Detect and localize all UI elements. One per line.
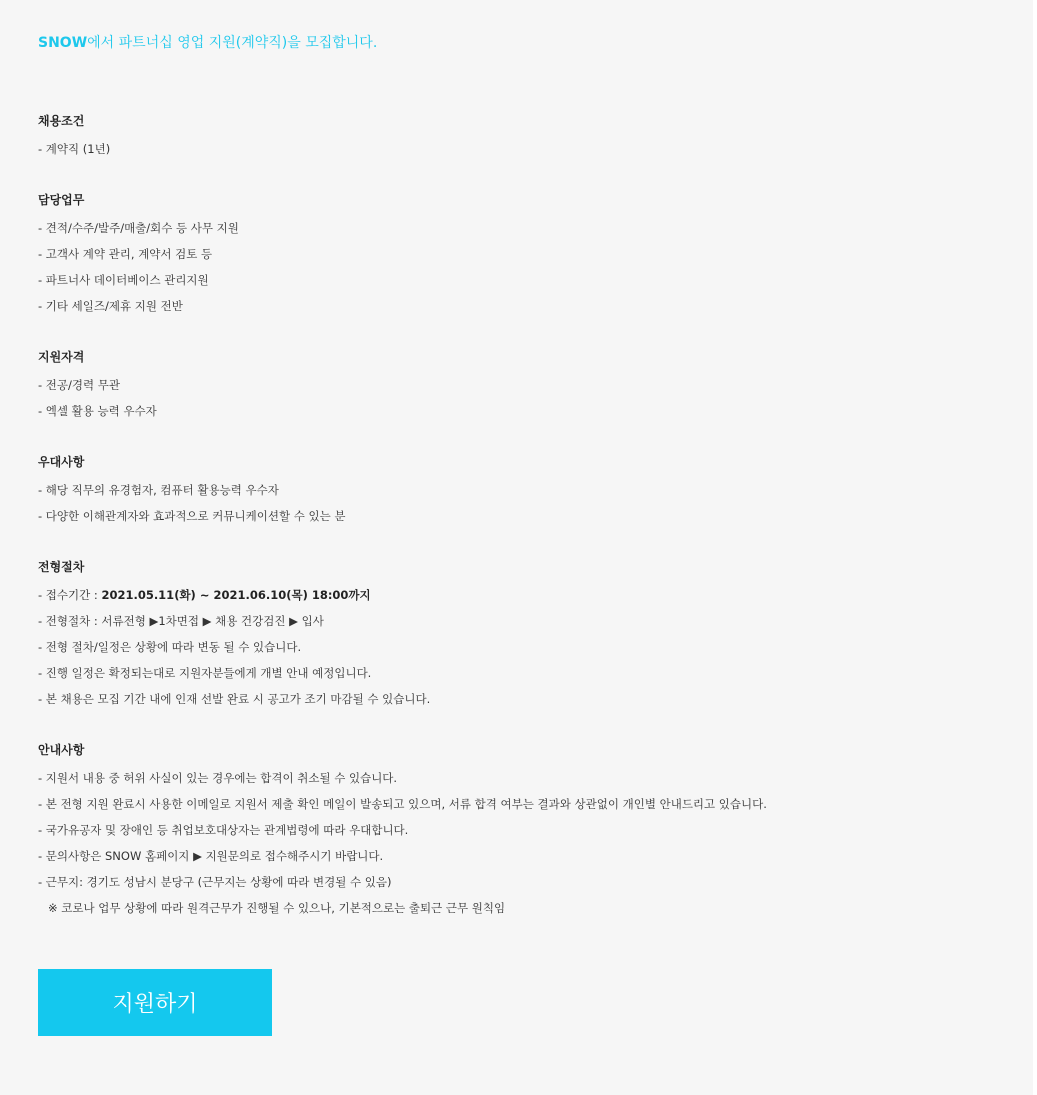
section-preferred xyxy=(38,451,998,529)
period-label: - 접수기간 : xyxy=(38,588,102,602)
list-item: - 기타 세일즈/제휴 지원 전반 xyxy=(38,299,183,313)
page-edge xyxy=(1033,0,1037,1095)
section-duties xyxy=(38,189,998,319)
list-item: - 본 채용은 모집 기간 내에 인재 선발 완료 시 공고가 조기 마감될 수 있습니다. xyxy=(38,692,431,706)
headline-brand: SNOW xyxy=(38,35,88,51)
list-item: - 본 전형 지원 완료시 사용한 이메일로 지원서 제출 확인 메일이 발송되고 있으며, 서류 합격 여부는 결과와 상관없이 개인별 안내드리고 있습니다. xyxy=(38,797,767,811)
section-qualifications xyxy=(38,346,998,424)
list-item: - 근무지: 경기도 성남시 분당구 (근무지는 상황에 따라 변경될 수 있음) xyxy=(38,875,392,889)
section-title: 전형절차 xyxy=(38,560,85,574)
list-item: - 견적/수주/발주/매출/회수 등 사무 지원 xyxy=(38,221,239,235)
posting-headline xyxy=(38,32,377,52)
list-item: - 파트너사 데이터베이스 관리지원 xyxy=(38,273,209,287)
posting-content xyxy=(38,110,998,948)
list-item: - 계약직 (1년) xyxy=(38,142,111,156)
list-item: - 해당 직무의 유경험자, 컴퓨터 활용능력 우수자 xyxy=(38,483,279,497)
list-item: - 진행 일정은 확정되는대로 지원자분들에게 개별 안내 예정입니다. xyxy=(38,666,372,680)
list-item: - 전형 절차/일정은 상황에 따라 변동 될 수 있습니다. xyxy=(38,640,302,654)
headline-text: 에서 파트너십 영업 지원(계약직)을 모집합니다. xyxy=(87,35,378,51)
list-item: - 전형절차 : 서류전형 ▶1차면접 ▶ 채용 건강검진 ▶ 입사 xyxy=(38,614,324,628)
section-title: 우대사항 xyxy=(38,455,85,469)
section-conditions xyxy=(38,110,998,162)
list-item: - 국가유공자 및 장애인 등 취업보호대상자는 관계법령에 따라 우대합니다. xyxy=(38,823,409,837)
section-title: 지원자격 xyxy=(38,350,85,364)
section-process xyxy=(38,556,998,712)
list-item-period xyxy=(38,582,998,608)
list-item: - 전공/경력 무관 xyxy=(38,378,120,392)
notice-note: ※ 코로나 업무 상황에 따라 원격근무가 진행될 수 있으나, 기본적으로는 출퇴근 근무 원칙임 xyxy=(48,901,506,915)
section-title: 안내사항 xyxy=(38,743,85,757)
list-item: - 엑셀 활용 능력 우수자 xyxy=(38,404,157,418)
period-value: 2021.05.11(화) ~ 2021.06.10(목) 18:00까지 xyxy=(101,588,371,602)
list-item: - 다양한 이해관계자와 효과적으로 커뮤니케이션할 수 있는 분 xyxy=(38,509,346,523)
section-notice xyxy=(38,739,998,921)
apply-button[interactable]: 지원하기 xyxy=(38,969,272,1036)
list-item: - 고객사 계약 관리, 계약서 검토 등 xyxy=(38,247,213,261)
section-title: 채용조건 xyxy=(38,114,85,128)
list-item: - 지원서 내용 중 허위 사실이 있는 경우에는 합격이 취소될 수 있습니다. xyxy=(38,771,398,785)
section-title: 담당업무 xyxy=(38,193,85,207)
list-item: - 문의사항은 SNOW 홈페이지 ▶ 지원문의로 접수해주시기 바랍니다. xyxy=(38,849,384,863)
